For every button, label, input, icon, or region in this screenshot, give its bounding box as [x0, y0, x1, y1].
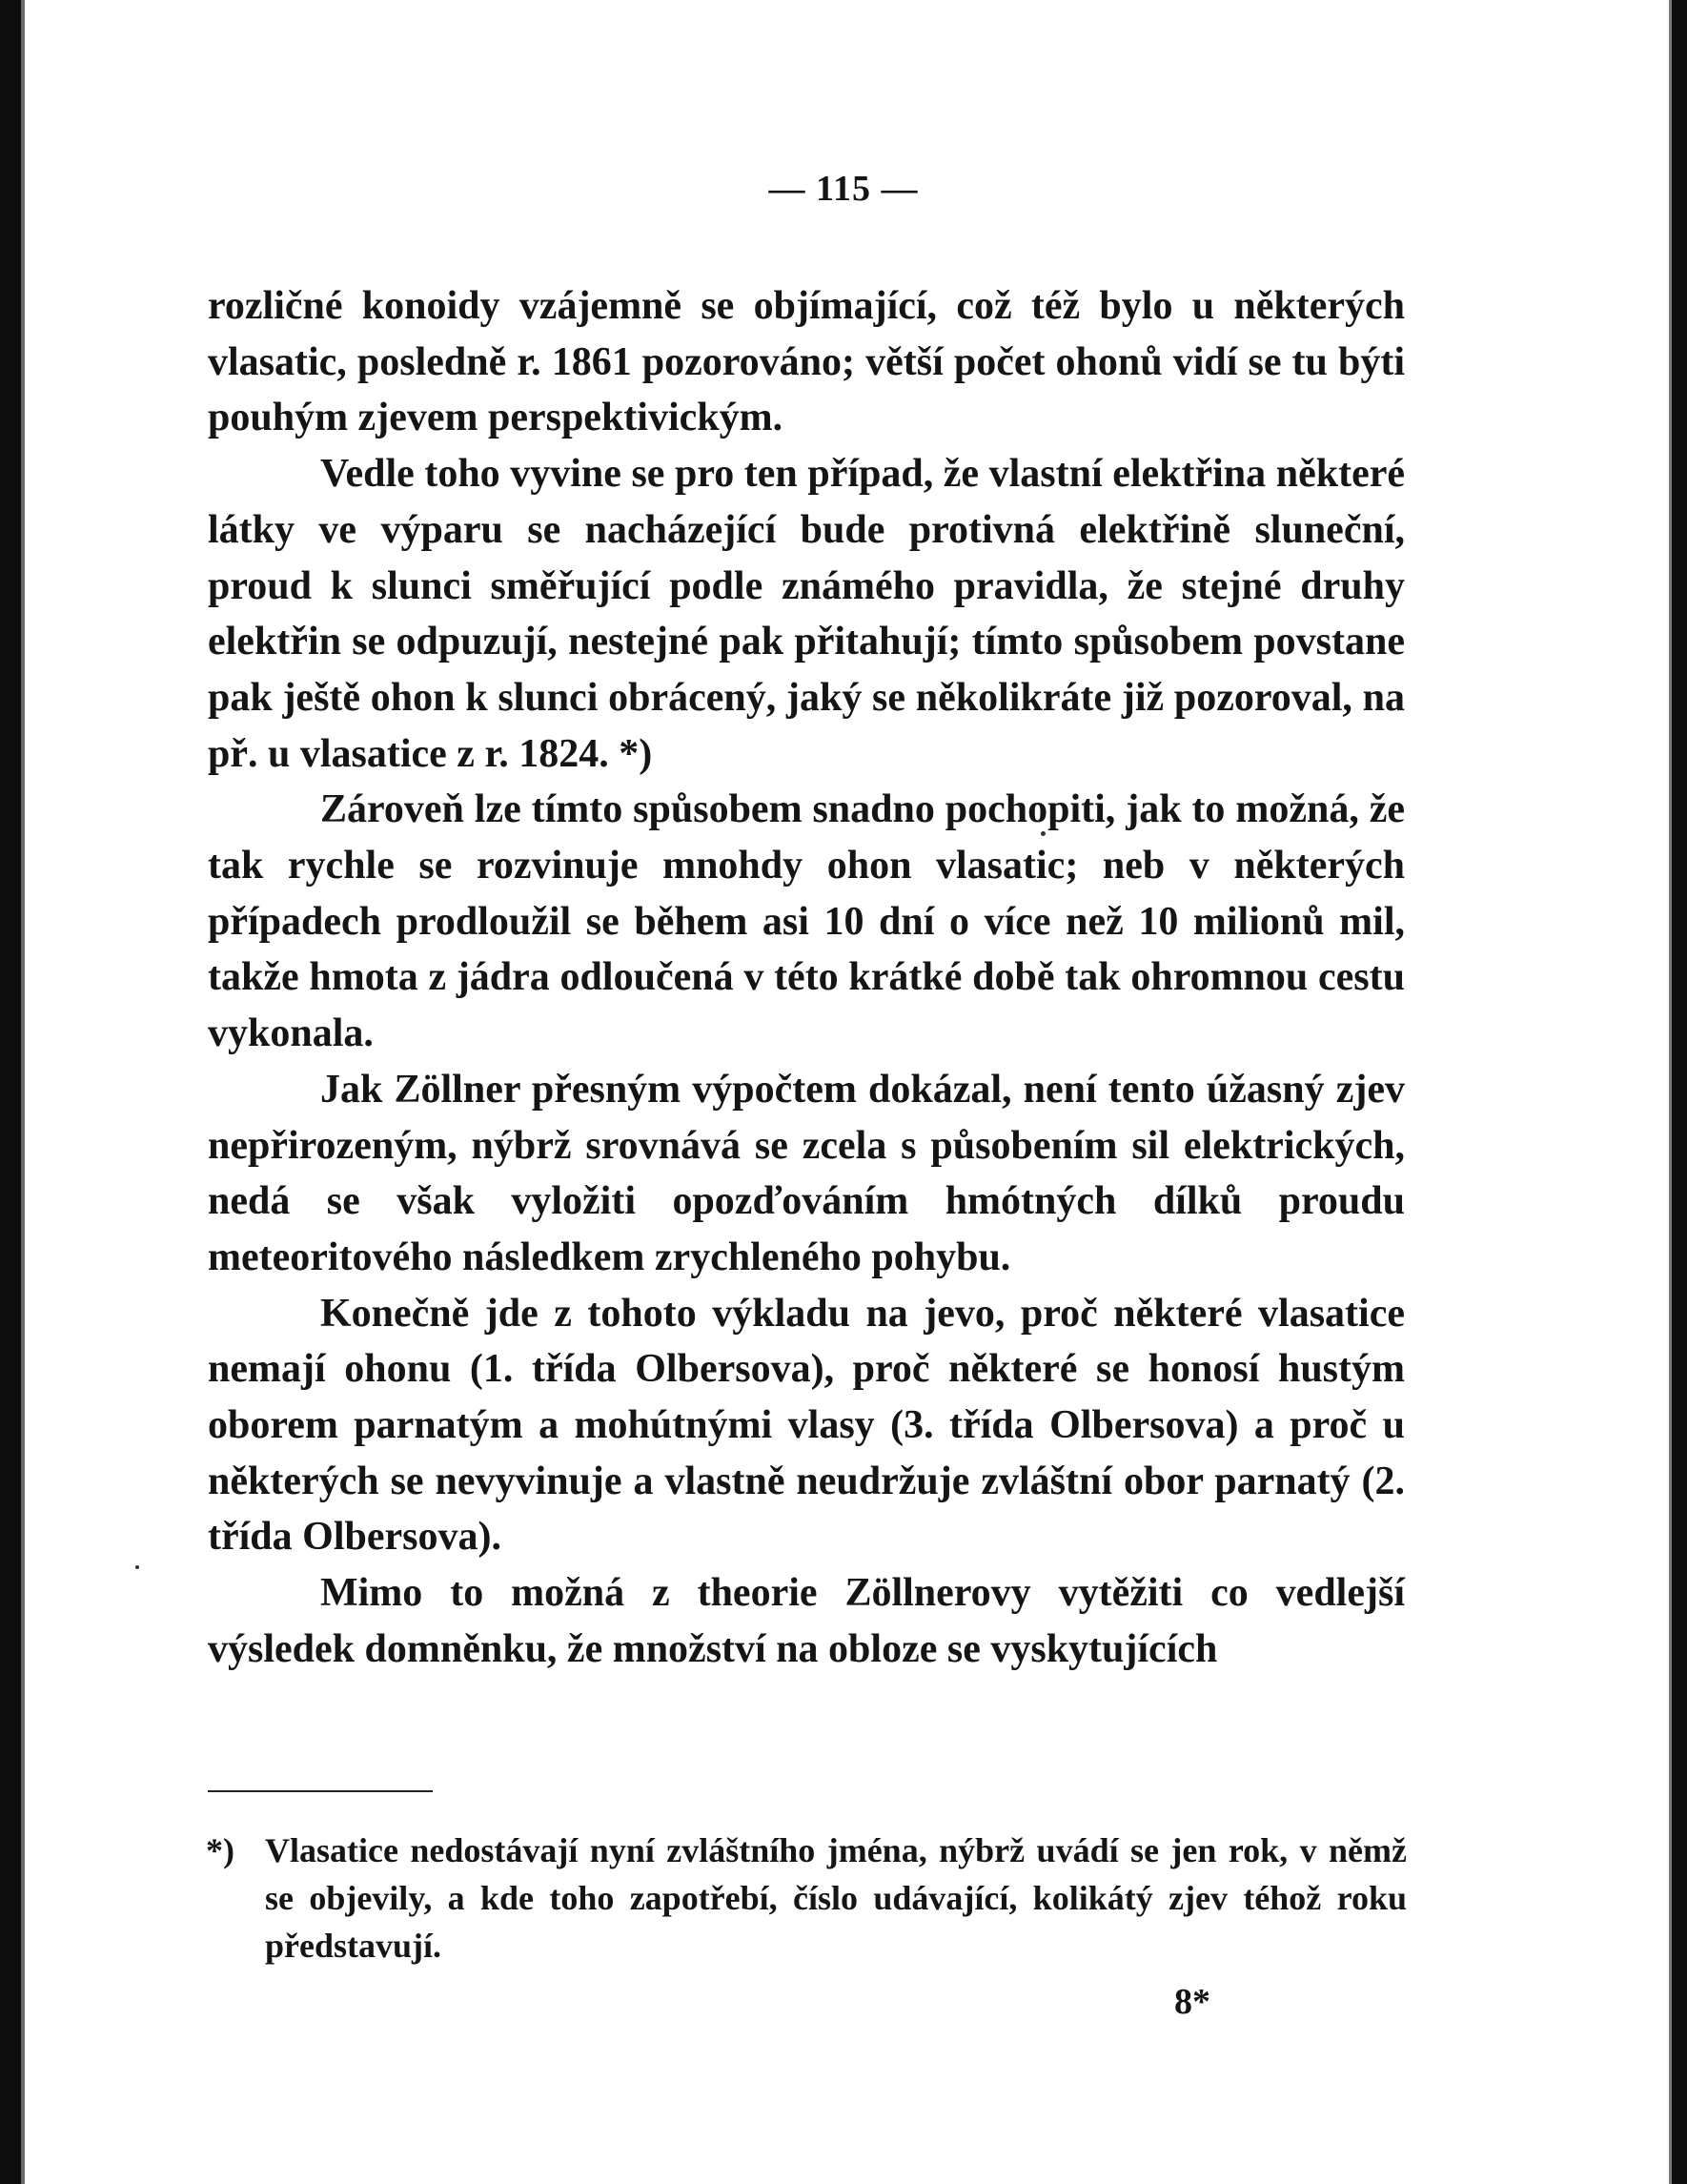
scan-speck — [135, 1565, 139, 1569]
paragraph: Mimo to možná z theorie Zöllnerovy vytěžiti co vedlejší výsledek domněnku, že množství na obloze se vyskytujících — [208, 1571, 1405, 1671]
page-number: — 115 — — [768, 169, 919, 209]
footnote-divider — [208, 1790, 433, 1792]
paragraph: Konečně jde z tohoto výkladu na jevo, proč některé vlasatice nemají ohonu (1. třída Olbersova), proč některé se honosí hustým oborem parnatým a mohútnými vlasy (3. třída Olbersova) a proč u některých se nevyvinuje a vlastně neudržuje zvláštní obor parnatý (2. třída Olbersova). — [208, 1291, 1405, 1560]
paragraph: Vedle toho vyvine se pro ten případ, že vlastní elektřina některé látky ve výparu se nacházející bude protivná elektřině sluneční, proud k slunci směřující podle známého pravidla, že stejné druhy elektřin se odpuzují, nestejné pak přitahují; tímto spůsobem povstane pak ještě ohon k slunci obrácený, jaký se několikráte již pozoroval, na př. u vlasatice z r. 1824. *) — [208, 452, 1405, 776]
footnote-marker: *) — [206, 1831, 234, 1869]
paragraph: Zároveň lze tímto spůsobem snadno pochopiti, jak to možná, že tak rychle se rozvinuje mnohdy ohon vlasatic; neb v některých případech prodloužil se během asi 10 dní o více než 10 milionů mil, takže hmota z jádra odloučená v této krátké době tak ohromnou cestu vykonala. — [208, 787, 1405, 1056]
footnote-text: Vlasatice nedostávají nyní zvláštního jména, nýbrž uvádí se jen rok, v němž se objevily, a kde toho zapotřebí, číslo udávající, kolikátý zjev téhož roku představují. — [265, 1831, 1407, 1965]
scan-border-right — [1672, 0, 1687, 2184]
body-text — [208, 278, 1405, 1678]
paragraph: Jak Zöllner přesným výpočtem dokázal, není tento úžasný zjev nepřirozeným, nýbrž srovnává se zcela s působením sil elektrických, nedá se však vyložiti opozďováním hmótných dílků proudu meteoritového následkem zrychleného pohybu. — [208, 1067, 1405, 1279]
scan-border-left — [0, 0, 21, 2184]
scan-edge-right — [1669, 0, 1672, 2184]
paragraph-continuation: rozličné konoidy vzájemně se objímající, což též bylo u některých vlasatic, posledně r. 1861 pozorováno; větší počet ohonů vidí se tu býti pouhým zjevem perspektivickým. — [208, 284, 1405, 440]
signature-mark: 8* — [1174, 1982, 1210, 2022]
scan-edge-left — [21, 0, 25, 2184]
scan-speck — [1041, 831, 1046, 836]
footnote — [206, 1827, 1407, 1970]
